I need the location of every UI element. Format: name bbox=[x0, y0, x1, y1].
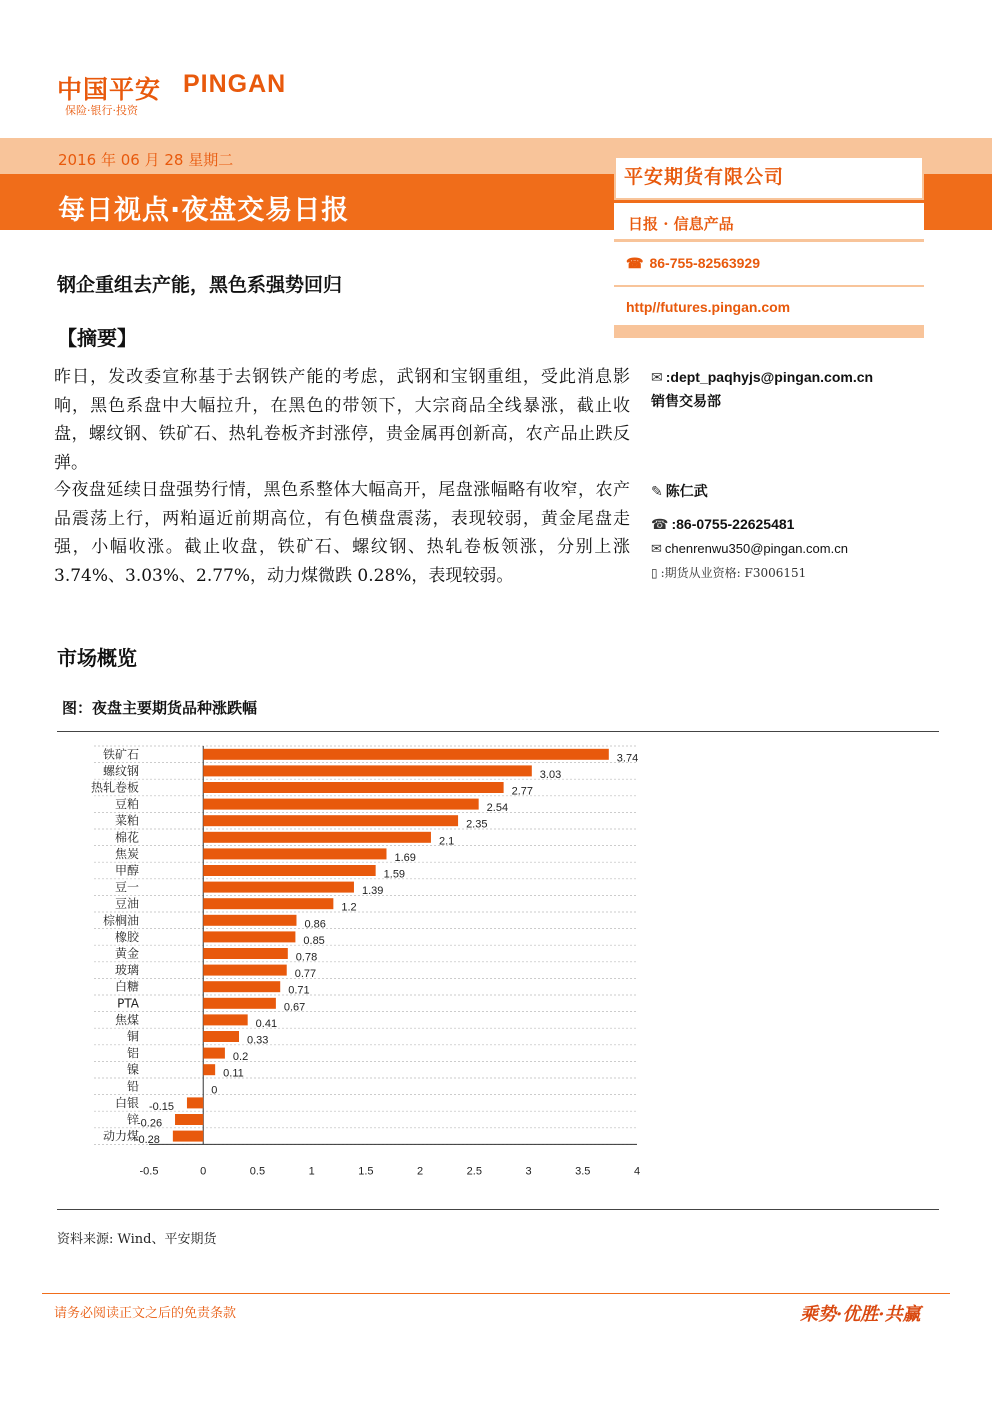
bar bbox=[203, 931, 295, 942]
category-label: 热轧卷板 bbox=[90, 780, 139, 795]
data-label: 0.86 bbox=[304, 918, 326, 931]
tick-label: 0 bbox=[200, 1165, 207, 1178]
logo-cn: 中国平安 bbox=[57, 75, 162, 104]
data-label: 0.2 bbox=[232, 1051, 249, 1064]
tick-label: 3 bbox=[525, 1165, 532, 1178]
bar bbox=[203, 998, 276, 1009]
author-cert: :期货从业资格: F3006151 bbox=[660, 566, 807, 580]
bar bbox=[203, 782, 503, 793]
book-icon: ▯ bbox=[651, 566, 658, 580]
dept-email-line bbox=[651, 369, 873, 386]
bar bbox=[203, 948, 288, 959]
data-label: 0.41 bbox=[255, 1017, 278, 1030]
category-label: 铅 bbox=[126, 1079, 139, 1094]
category-label: 豆一 bbox=[114, 880, 139, 895]
bar bbox=[203, 815, 458, 826]
author-cert-line bbox=[651, 564, 806, 581]
category-label: 甲醇 bbox=[114, 863, 139, 878]
bar bbox=[203, 1031, 239, 1042]
dept-email[interactable]: :dept_paqhyjs@pingan.com.cn bbox=[665, 369, 874, 385]
source-note: 资料来源: Wind、平安期货 bbox=[57, 1232, 217, 1247]
bar bbox=[203, 765, 532, 776]
disclaimer-link[interactable]: 请务必阅读正文之后的免责条款 bbox=[54, 1306, 237, 1321]
tick-label: 4 bbox=[633, 1165, 641, 1178]
abstract-paragraph-2: 今夜盘延续日盘强势行情，黑色系整体大幅高开，尾盘涨幅略有收窄，农产品震荡上行，两粕逼近前期高位，有色横盘震荡，表现较弱，黄金尾盘走强，小幅收涨。截止收盘，铁矿石、螺纹钢、热轧卷板领涨，分别上涨 3.74%、3.03%、2.77%，动力煤微跌 0.28%，表现较弱。 bbox=[54, 480, 630, 586]
tick-label: 2.5 bbox=[466, 1165, 482, 1178]
bar-chart bbox=[57, 732, 939, 1208]
article-headline: 钢企重组去产能，黑色系强势回归 bbox=[57, 274, 343, 296]
abstract-paragraph-1: 昨日，发改委宣称基于去钢铁产能的考虑，武钢和宝钢重组，受此消息影响，黑色系盘中大幅拉升，在黑色的带领下，大宗商品全线暴涨，截止收盘，螺纹钢、铁矿石、热轧卷板齐封涨停，贵金属再创新高，农产品止跌反弹。 bbox=[54, 367, 630, 473]
category-label: 铝 bbox=[126, 1046, 139, 1061]
bar bbox=[203, 898, 333, 909]
author-email-line bbox=[651, 541, 848, 557]
bar bbox=[203, 915, 296, 926]
phone-icon: ☎ bbox=[651, 516, 669, 532]
product-type: 日报 · 信息产品 bbox=[628, 215, 734, 233]
data-label: 0.33 bbox=[247, 1034, 269, 1047]
data-label: 1.2 bbox=[341, 901, 357, 914]
author-phone-line bbox=[651, 516, 794, 533]
data-label: -0.28 bbox=[134, 1134, 160, 1147]
data-label: 0.85 bbox=[303, 934, 325, 947]
data-label: 1.39 bbox=[361, 885, 384, 898]
data-label: 0.77 bbox=[294, 968, 317, 981]
category-label: 玻璃 bbox=[114, 963, 139, 978]
phone-icon: ☎ bbox=[626, 255, 644, 271]
panel-bottom-band bbox=[614, 325, 924, 338]
category-label: 动力煤 bbox=[102, 1129, 139, 1144]
category-label: 白糖 bbox=[114, 979, 139, 994]
footer-slogan: 乘势·优胜·共赢 bbox=[800, 1304, 921, 1325]
tick-label: 3.5 bbox=[575, 1165, 591, 1178]
category-label: 黄金 bbox=[114, 946, 139, 961]
data-label: -0.26 bbox=[137, 1117, 163, 1130]
tick-label: -0.5 bbox=[139, 1165, 159, 1178]
category-label: 棕榈油 bbox=[102, 913, 139, 928]
data-label: 1.69 bbox=[394, 851, 416, 864]
category-label: 豆粕 bbox=[114, 797, 139, 812]
envelope-icon: ✉ bbox=[651, 541, 662, 556]
category-label: 镍 bbox=[126, 1062, 139, 1077]
bar bbox=[203, 865, 375, 876]
data-label: 2.54 bbox=[486, 802, 509, 815]
figure-rule-bottom bbox=[57, 1209, 939, 1210]
category-label: 棉花 bbox=[114, 830, 139, 845]
category-label: 锌 bbox=[126, 1112, 139, 1127]
author-line bbox=[651, 481, 708, 501]
data-label: 1.59 bbox=[383, 868, 406, 881]
tick-label: 2 bbox=[417, 1165, 424, 1178]
data-label: 2.35 bbox=[466, 818, 488, 831]
tick-label: 1.5 bbox=[358, 1165, 374, 1178]
company-phone-line bbox=[626, 255, 760, 272]
dept-name: 销售交易部 bbox=[651, 394, 721, 410]
category-label: 橡胶 bbox=[114, 929, 139, 944]
category-label: 焦炭 bbox=[114, 846, 139, 861]
tick-label: 1 bbox=[308, 1165, 315, 1178]
category-label: 豆油 bbox=[114, 896, 139, 911]
author-name: 陈仁武 bbox=[665, 484, 708, 500]
category-label: 铁矿石 bbox=[102, 747, 139, 762]
bar bbox=[203, 1014, 247, 1025]
company-phone: 86-755-82563929 bbox=[649, 255, 760, 271]
figure-caption: 图：夜盘主要期货品种涨跌幅 bbox=[62, 699, 258, 717]
data-label: -0.15 bbox=[148, 1100, 175, 1113]
bar bbox=[173, 1131, 203, 1142]
report-title: 每日视点·夜盘交易日报 bbox=[58, 195, 350, 226]
category-label: 菜粕 bbox=[114, 813, 139, 828]
category-label: PTA bbox=[117, 996, 139, 1011]
tick-label: 0.5 bbox=[249, 1165, 266, 1178]
data-label: 3.03 bbox=[539, 768, 562, 781]
category-label: 白银 bbox=[114, 1095, 139, 1110]
pen-icon: ✎ bbox=[651, 484, 663, 500]
bar bbox=[203, 882, 354, 893]
abstract-heading: 【摘要】 bbox=[57, 326, 137, 350]
company-website[interactable]: http//futures.pingan.com bbox=[626, 299, 791, 315]
data-label: 0.78 bbox=[295, 951, 318, 964]
bar bbox=[203, 749, 609, 760]
bar bbox=[203, 832, 431, 843]
company-name: 平安期货有限公司 bbox=[624, 166, 785, 188]
footer-rule bbox=[42, 1293, 950, 1294]
report-date: 2016 年 06 月 28 星期二 bbox=[58, 151, 234, 169]
category-label: 焦煤 bbox=[114, 1012, 139, 1027]
author-email[interactable]: chenrenwu350@pingan.com.cn bbox=[664, 541, 848, 556]
bar bbox=[203, 1048, 225, 1059]
bar bbox=[203, 1064, 215, 1075]
data-label: 0.67 bbox=[283, 1001, 306, 1014]
data-label: 0.71 bbox=[288, 984, 310, 997]
bar bbox=[175, 1114, 203, 1125]
logo-slogan: 保险·银行·投资 bbox=[65, 104, 138, 117]
bar bbox=[187, 1097, 203, 1108]
bar bbox=[203, 799, 478, 810]
data-label: 2.77 bbox=[511, 785, 534, 798]
data-label: 3.74 bbox=[616, 752, 639, 765]
panel-divider bbox=[614, 285, 924, 287]
envelope-icon: ✉ bbox=[651, 369, 663, 385]
bar bbox=[203, 965, 287, 976]
data-label: 0.11 bbox=[223, 1067, 244, 1080]
bar bbox=[203, 981, 280, 992]
category-label: 铜 bbox=[126, 1029, 139, 1044]
category-label: 螺纹钢 bbox=[102, 763, 139, 778]
logo-en: PINGAN bbox=[183, 70, 287, 98]
data-label: 2.1 bbox=[438, 835, 455, 848]
data-label: 0 bbox=[211, 1084, 218, 1097]
section-heading: 市场概览 bbox=[57, 646, 137, 670]
bar bbox=[203, 848, 386, 859]
author-phone: :86-0755-22625481 bbox=[671, 516, 795, 532]
